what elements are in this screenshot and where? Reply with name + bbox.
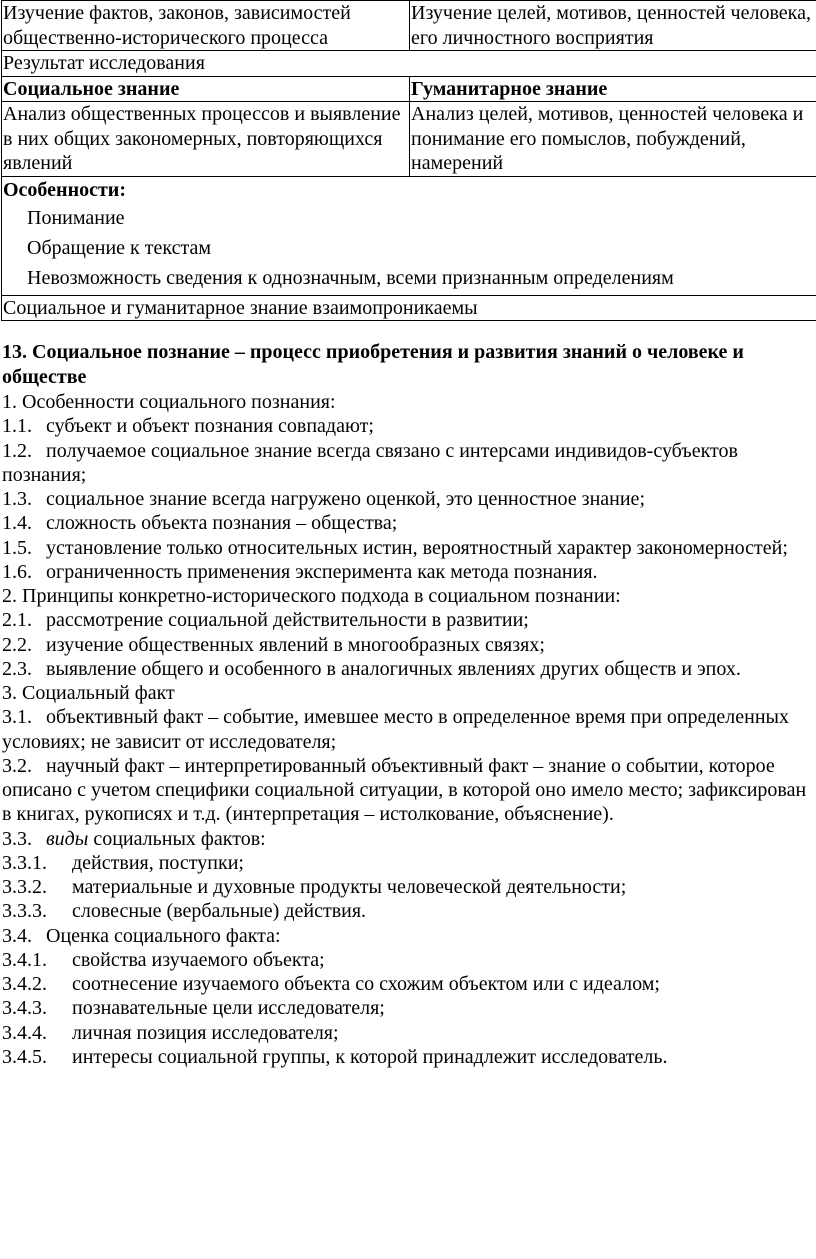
table-row	[2, 76, 816, 102]
table-cell-social-analysis: Анализ общественных процессов и выявление в них общих закономерных, повторяющихся явлений	[2, 102, 410, 177]
list-item	[2, 948, 812, 972]
list-item	[2, 899, 812, 923]
list-item-text: научный факт – интерпретированный объективный факт – знание о событии, которое описано с учетом специфики социальной ситуации, в которой оно имело место; зафиксирован в книгах, рукописях и т.д. (интерпретация – истолкование, объяснение).	[2, 754, 807, 826]
list-item	[2, 536, 812, 560]
list-item-text: Оценка социального факта:	[46, 924, 281, 947]
section-social-cognition	[2, 340, 812, 1069]
list-item-text: сложность объекта познания – общества;	[46, 512, 398, 535]
table-cell-humanitarian-analysis: Анализ целей, мотивов, ценностей человека и понимание его помыслов, побуждений, намерений	[410, 102, 816, 177]
list-item	[2, 1045, 812, 1069]
table-cell-social-subject: Изучение фактов, законов, зависимостей общественно-исторического процесса	[2, 1, 410, 51]
list-item-text: Социальный факт	[22, 682, 175, 704]
list-item-number: 2.2.	[2, 633, 32, 656]
list-item-number: 1.	[2, 391, 17, 413]
list-item-number: 3.4.2.	[2, 973, 47, 995]
table-row	[2, 295, 816, 321]
list-item-number: 3.4.1.	[2, 948, 47, 971]
list-item	[2, 657, 812, 681]
list-item-text: изучение общественных явлений в многообразных связях;	[46, 633, 545, 656]
table-row	[2, 102, 816, 177]
list-item	[2, 560, 812, 584]
list-item-text: свойства изучаемого объекта;	[72, 948, 325, 971]
list-item-number: 1.2.	[2, 439, 32, 462]
list-item-text: ограниченность применения эксперимента как метода познания.	[46, 560, 598, 583]
list-item	[2, 996, 812, 1020]
list-item	[2, 851, 812, 875]
list-item-text: социальных фактов:	[88, 827, 266, 850]
list-item-number: 3.4.4.	[2, 1021, 47, 1044]
list-item	[2, 754, 812, 827]
table-header-humanitarian-knowledge: Гуманитарное знание	[410, 76, 816, 102]
section-lines	[2, 390, 812, 1069]
list-item	[2, 511, 812, 535]
features-title: Особенности:	[3, 178, 126, 201]
list-item-number: 3.1.	[2, 706, 32, 729]
list-item-text: социальное знание всегда нагружено оценкой, это ценностное знание;	[46, 488, 645, 510]
list-item-text: объективный факт – событие, имевшее место в определенное время при определенных условиях; не зависит от исследователя;	[2, 706, 789, 753]
list-item-number: 2.	[2, 585, 17, 607]
list-item-number: 1.6.	[2, 560, 32, 583]
features-item: Невозможность сведения к однозначным, всеми признанным определениям	[27, 266, 674, 289]
list-item-text: соотнесение изучаемого объекта со схожим объектом или с идеалом;	[72, 973, 660, 995]
list-item	[2, 633, 812, 657]
list-item-emphasis: виды	[46, 827, 89, 850]
list-item-text: действия, поступки;	[72, 851, 244, 874]
list-item	[2, 827, 812, 851]
list-item	[2, 924, 812, 948]
list-item-number: 3.2.	[2, 754, 32, 777]
list-item-text: Принципы конкретно-исторического подхода в социальном познании:	[22, 585, 621, 607]
list-item	[2, 487, 812, 511]
list-item-number: 3.3.	[2, 827, 32, 850]
section-heading: 13. Социальное познание – процесс приобретения и развития знаний о человеке и обществе	[2, 341, 744, 388]
table-cell-result-label: Результат исследования	[2, 51, 816, 77]
table-header-social-knowledge: Социальное знание	[2, 76, 410, 102]
list-item-number: 2.1.	[2, 609, 32, 632]
list-item-text: материальные и духовные продукты человеческой деятельности;	[72, 876, 627, 898]
list-item	[2, 705, 812, 754]
list-item-text: выявление общего и особенного в аналогичных явлениях других обществ и эпох.	[46, 657, 741, 680]
table-cell-features	[2, 176, 816, 295]
list-item-text: интересы социальной группы, к которой принадлежит исследователь.	[72, 1045, 668, 1068]
list-item-number: 3.3.3.	[2, 900, 47, 923]
list-item-number: 3.4.	[2, 924, 32, 947]
list-item-text: личная позиция исследователя;	[72, 1021, 339, 1044]
list-item-number: 3.3.2.	[2, 876, 47, 898]
list-item	[2, 681, 812, 705]
list-item	[2, 608, 812, 632]
list-item-text: субъект и объект познания совпадают;	[46, 415, 374, 438]
list-item-number: 1.1.	[2, 415, 32, 438]
list-item-text: установление только относительных истин, вероятностный характер закономерностей;	[46, 536, 788, 559]
list-item-number: 1.4.	[2, 512, 32, 535]
list-item-number: 3.	[2, 682, 17, 704]
table-row	[2, 176, 816, 295]
list-item-text: словесные (вербальные) действия.	[72, 900, 367, 923]
table-cell-conclusion: Социальное и гуманитарное знание взаимопроникаемы	[2, 295, 816, 321]
list-item	[2, 1021, 812, 1045]
list-item-number: 1.5.	[2, 536, 32, 559]
list-item	[2, 439, 812, 488]
list-item	[2, 390, 812, 414]
list-item-number: 1.3.	[2, 488, 32, 510]
comparison-table	[1, 0, 816, 321]
list-item	[2, 875, 812, 899]
table-row	[2, 1, 816, 51]
list-item	[2, 414, 812, 438]
list-item-text: Особенности социального познания:	[22, 391, 336, 413]
list-item-number: 2.3.	[2, 657, 32, 680]
list-item-number: 3.3.1.	[2, 851, 47, 874]
list-item-text: получаемое социальное знание всегда связано с интерсами индивидов-субъектов познания;	[2, 439, 738, 486]
features-item: Понимание	[27, 206, 125, 229]
list-item	[2, 584, 812, 608]
features-item: Обращение к текстам	[27, 236, 212, 259]
table-cell-humanitarian-subject: Изучение целей, мотивов, ценностей человека, его личностного восприятия	[410, 1, 816, 51]
list-item-text: рассмотрение социальной действительности в развитии;	[46, 609, 529, 632]
table-row	[2, 51, 816, 77]
list-item-number: 3.4.5.	[2, 1045, 47, 1068]
list-item-text: познавательные цели исследователя;	[72, 997, 385, 1020]
list-item-number: 3.4.3.	[2, 997, 47, 1020]
list-item	[2, 972, 812, 996]
